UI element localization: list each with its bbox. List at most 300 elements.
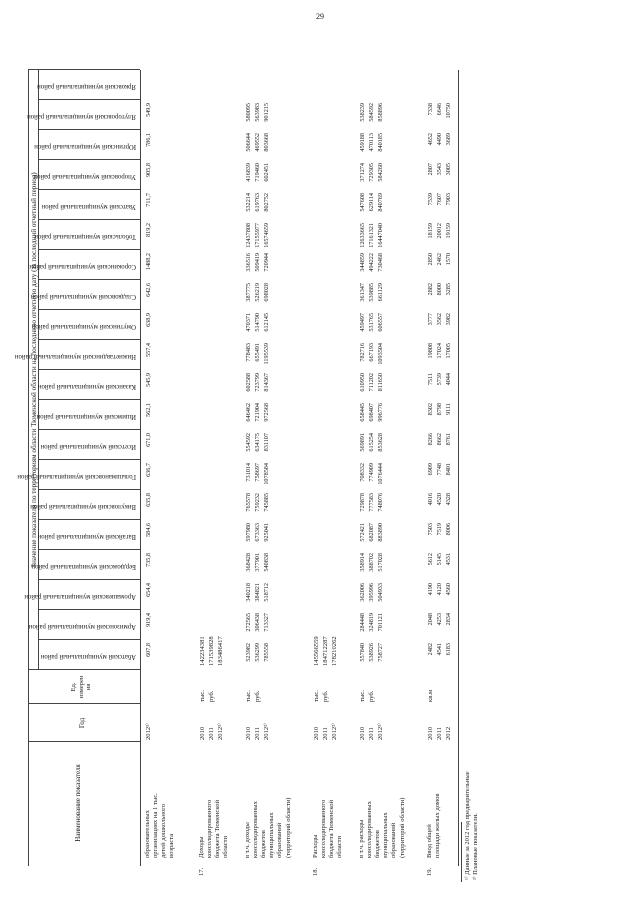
district-value: 7539 (427, 193, 434, 206)
district-value: 5612 (427, 553, 434, 566)
district-value: 606557 (377, 313, 384, 332)
district-value: 883890 (377, 523, 384, 542)
district-value: 612145 (263, 313, 270, 332)
district-value: 531765 (368, 313, 375, 332)
district-value: 10750 (445, 103, 452, 119)
district-value: 526219 (254, 283, 261, 302)
col-rule-district (38, 519, 140, 520)
district-value: 8006 (445, 523, 452, 536)
indicator-name-line: бюджетов (260, 830, 268, 858)
district-header: Вагайский муниципальный район (37, 533, 136, 540)
indicator-name-line: консолидированных (366, 801, 374, 858)
district-value: 368428 (245, 553, 252, 572)
district-header: Омутинский муниципальный район (31, 323, 136, 330)
district-value: 12633665 (359, 223, 366, 248)
district-value: 17024 (436, 343, 443, 359)
district-header: Ярковский муниципальный район (37, 83, 136, 90)
district-header: Ялуторовский муниципальный район (27, 113, 136, 120)
district-value: 8798 (436, 403, 443, 416)
district-value: 4490 (436, 133, 443, 146)
unit-value: руб. (208, 690, 215, 702)
district-value: 563983 (254, 103, 261, 122)
year-value: 2012 (445, 726, 452, 740)
year-value: 2010 (427, 726, 434, 740)
district-value: 2807 (427, 163, 434, 176)
district-value: 377901 (254, 553, 261, 572)
statistics-table (14, 30, 479, 880)
district-value: 2834 (445, 613, 452, 626)
district-value: 4520 (436, 493, 443, 506)
unit-cell (358, 690, 376, 702)
district-header: Юргинский муниципальный район (34, 143, 136, 150)
district-value: 358914 (359, 553, 366, 572)
district-value: 562,1 (145, 403, 152, 417)
district-value: 384821 (254, 583, 261, 602)
district-header: Упоровский муниципальный район (33, 173, 136, 180)
district-value: 7519 (436, 523, 443, 536)
unit-value: тыс. (199, 690, 206, 702)
district-value: 661129 (377, 283, 384, 302)
district-value: 19159 (445, 223, 452, 239)
unit-value: руб. (322, 690, 329, 702)
year-value: 2010 (313, 726, 320, 740)
district-value: 759232 (254, 493, 261, 512)
col-rule-district (38, 639, 140, 640)
district-value: 840769 (377, 193, 384, 212)
district-value: 1093504 (377, 343, 384, 365)
district-value: 803668 (263, 133, 270, 152)
district-value: 17161321 (368, 223, 375, 248)
district-value: 698407 (368, 403, 375, 422)
district-value: 17155977 (254, 223, 261, 248)
year-value: 2012²⁾ (331, 723, 338, 740)
col-rule-district (38, 489, 140, 490)
district-value: 361347 (359, 283, 366, 302)
rule-bottom (458, 70, 459, 866)
indicator-name-line: возраста (168, 833, 176, 858)
region-total-cell (198, 636, 225, 666)
district-value: 853628 (377, 433, 384, 452)
district-value: 470113 (368, 133, 375, 152)
district-header: Нижнетавдинский муниципальный район (14, 353, 136, 360)
district-value: 284448 (359, 613, 366, 632)
indicator-name (198, 800, 230, 858)
district-value: 16574659 (263, 223, 270, 248)
year-cell (144, 723, 153, 740)
district-header: Аромашевский муниципальный район (24, 593, 136, 600)
district-value: 547608 (359, 193, 366, 212)
year-value: 2011 (322, 727, 329, 740)
district-value: 3562 (436, 313, 443, 326)
district-value: 3543 (436, 163, 443, 176)
indicator-name (244, 798, 293, 858)
indicator-name-line: бюджета Тюменской (214, 799, 222, 858)
district-value: 701121 (377, 613, 384, 632)
district-value: 506644 (245, 133, 252, 152)
header-unit-line: измерен (77, 675, 85, 699)
district-value: 395996 (368, 583, 375, 602)
district-value: 646462 (245, 403, 252, 422)
district-value: 758697 (254, 463, 261, 482)
district-value: 362006 (359, 583, 366, 602)
district-value: 713327 (263, 613, 270, 632)
district-value: 272565 (245, 613, 252, 632)
district-value: 4044 (445, 373, 452, 386)
district-value: 336516 (245, 253, 252, 272)
header-unit-line: Ед. (70, 682, 77, 692)
district-value: 635,8 (145, 493, 152, 507)
district-value: 16447040 (377, 223, 384, 248)
district-value: 7338 (427, 103, 434, 116)
district-header: Армизонский муниципальный район (28, 623, 136, 630)
district-value: 901215 (263, 103, 270, 122)
indicator-name (144, 793, 176, 858)
district-header: Сорокинский муниципальный район (29, 263, 136, 270)
unit-value: руб. (254, 690, 261, 702)
indicator-name (426, 793, 442, 858)
district-value: 774909 (368, 463, 375, 482)
district-value: 2850 (427, 253, 434, 266)
district-value: 729305 (368, 163, 375, 182)
district-value: 3005 (445, 163, 452, 176)
district-value: 2882 (427, 283, 434, 296)
unit-cell (198, 690, 216, 702)
table-row (244, 70, 310, 870)
district-value: 6909 (427, 463, 434, 476)
region-total-value: 171539828 (208, 636, 215, 666)
district-value: 925041 (263, 523, 270, 542)
district-header: Исетский муниципальный район (40, 443, 136, 450)
district-value: 778483 (245, 343, 252, 362)
indicator-name-line: Ввод общей (426, 824, 433, 858)
district-value: 12437808 (245, 223, 252, 248)
district-value: 658445 (359, 403, 366, 422)
indicator-name-line: консолидированного (206, 799, 214, 858)
header-unit (70, 672, 93, 702)
col-rule-district (38, 429, 140, 430)
district-value: 371274 (359, 163, 366, 182)
unit-value: кв.м (427, 689, 434, 702)
district-value: 634175 (254, 433, 261, 452)
year-cell (244, 723, 271, 740)
district-value: 597980 (245, 523, 252, 542)
rule-span (38, 70, 39, 670)
district-value: 572421 (359, 523, 366, 542)
district-value: 972568 (263, 403, 270, 422)
district-header: Ишимский муниципальный район (36, 413, 136, 420)
district-value: 8302 (427, 403, 434, 416)
indicator-name-line: детей дошкольного (160, 803, 168, 858)
table-row (426, 70, 454, 876)
district-value: 6646 (436, 103, 443, 116)
district-header: Уватский муниципальный район (41, 203, 136, 210)
district-header: Казанский муниципальный район (37, 383, 136, 390)
unit-cell (426, 690, 435, 702)
region-total-value: 178210262 (331, 636, 338, 666)
unit-cell (244, 690, 262, 702)
district-value: 858896 (377, 103, 384, 122)
indicator-name-line: образовательных (144, 810, 151, 858)
page-number: 29 (316, 12, 324, 21)
district-value: 518712 (263, 583, 270, 602)
district-value: 557840 (359, 643, 366, 662)
district-value: 7511 (427, 373, 434, 386)
district-value: 831107 (263, 433, 270, 452)
indicator-name-line: бюджета Тюменской (328, 799, 336, 858)
district-header: Тобольский муниципальный район (34, 233, 136, 240)
header-indicator-name: Наименование показателя (74, 764, 82, 842)
unit-cell (312, 690, 330, 702)
row-number: 17. (198, 867, 205, 876)
district-value: 748076 (377, 493, 384, 512)
rule-top (28, 70, 29, 866)
district-value: 811650 (377, 373, 384, 392)
col-rule-district (28, 69, 140, 70)
district-value: 7503 (427, 523, 434, 536)
indicator-name-line: консолидированного (320, 799, 328, 858)
district-value: 4560 (445, 583, 452, 596)
district-value: 523982 (245, 643, 252, 662)
col-rule-district (38, 249, 140, 250)
district-value: 1076444 (377, 463, 384, 485)
district-value: 3285 (445, 283, 452, 296)
district-value: 2462 (436, 253, 443, 266)
district-value: 569891 (359, 433, 366, 452)
year-value: 2010 (359, 726, 366, 740)
district-value: 642,6 (145, 283, 152, 297)
district-value: 557,4 (145, 343, 152, 357)
year-cell (312, 723, 339, 740)
indicator-name-line: Расходы (312, 834, 319, 858)
district-value: 554592 (245, 433, 252, 452)
col-rule-district (38, 339, 140, 340)
district-value: 538926 (368, 643, 375, 662)
district-value: 819,2 (145, 223, 152, 237)
district-value: 4531 (445, 553, 452, 566)
year-cell (426, 727, 453, 740)
indicator-name-line: (территорий области) (398, 797, 406, 858)
indicator-name-line: образований (276, 822, 284, 858)
col-rule-unit (28, 703, 140, 704)
district-header: Сладковский муниципальный район (30, 293, 136, 300)
district-value: 758727 (377, 643, 384, 662)
district-value: 1488,2 (145, 253, 152, 271)
district-value: 607,8 (145, 643, 152, 657)
header-unit-line: ия (85, 683, 93, 691)
district-value: 711202 (368, 373, 375, 392)
district-value: 711,7 (145, 193, 152, 207)
col-rule-district (38, 369, 140, 370)
district-value: 6183 (445, 643, 452, 656)
district-value: 540838 (263, 553, 270, 572)
district-value: 731014 (245, 463, 252, 482)
district-value: 324819 (368, 613, 375, 632)
header-span-title: Значение показателя по территориям области Тюменской области на последнюю отчетную дату (за последний отчетный период) (30, 172, 38, 568)
indicator-name-line: области (336, 835, 344, 858)
table-row (198, 70, 242, 876)
district-value: 459497 (359, 313, 366, 332)
district-value: 723799 (254, 373, 261, 392)
indicator-name (358, 798, 407, 858)
indicator-name-line: Доходы (198, 836, 205, 858)
unit-value: тыс. (245, 690, 252, 702)
footnote-rule (461, 822, 462, 882)
district-value: 3689 (445, 133, 452, 146)
district-value: 2048 (427, 613, 434, 626)
district-value: 682087 (368, 523, 375, 542)
col-rule-district (38, 549, 140, 550)
district-value: 777583 (368, 493, 375, 512)
district-value: 782716 (359, 343, 366, 362)
year-value: 2011 (436, 727, 443, 740)
indicator-name-line: консолидированных (252, 801, 260, 858)
indicator-name-line: области (222, 835, 230, 858)
district-value: 730468 (377, 253, 384, 272)
district-value: 1195539 (263, 343, 270, 365)
district-value: 814367 (263, 373, 270, 392)
year-value: 2012²⁾ (377, 723, 384, 740)
table-row (144, 70, 196, 870)
col-rule-district (38, 159, 140, 160)
row-number: 18. (312, 867, 319, 876)
district-value: 2482 (427, 643, 434, 656)
district-value: 538239 (359, 103, 366, 122)
region-total-value: 183486417 (217, 636, 224, 666)
district-value: 18159 (427, 223, 434, 239)
header-year: Год (78, 717, 86, 729)
district-value: 698028 (263, 283, 270, 302)
col-rule-district (38, 129, 140, 130)
region-total-cell (312, 636, 339, 666)
district-value: 584260 (377, 163, 384, 182)
district-value: 5145 (436, 553, 443, 566)
col-rule-district (38, 579, 140, 580)
district-value: 416839 (245, 163, 252, 182)
district-value: 1570 (445, 253, 452, 266)
district-value: 765578 (245, 493, 252, 512)
district-value: 469552 (254, 133, 261, 152)
district-value: 671,0 (145, 433, 152, 447)
district-value: 532214 (245, 193, 252, 212)
district-value: 7748 (436, 463, 443, 476)
unit-value: тыс. (359, 690, 366, 702)
district-value: 19808 (427, 343, 434, 359)
district-value: 549,9 (145, 103, 152, 117)
district-value: 4328 (445, 493, 452, 506)
district-value: 4016 (427, 493, 434, 506)
footnote: ²⁾ Плановые показатели. (472, 813, 479, 880)
district-value: 344859 (359, 253, 366, 272)
year-cell (198, 723, 225, 740)
col-rule-district (38, 399, 140, 400)
year-value: 2011 (208, 727, 215, 740)
district-value: 17005 (445, 343, 452, 359)
district-value: 459188 (359, 133, 366, 152)
col-rule-district (38, 609, 140, 610)
year-value: 2010 (245, 726, 252, 740)
district-value: 4253 (436, 613, 443, 626)
region-total-value: 184712287 (322, 636, 329, 666)
district-value: 536299 (254, 643, 261, 662)
district-value: 340218 (245, 583, 252, 602)
region-total-value: 145566559 (313, 636, 320, 666)
district-value: 3777 (427, 313, 434, 326)
district-value: 636,7 (145, 463, 152, 477)
district-value: 996776 (377, 403, 384, 422)
district-value: 919,4 (145, 613, 152, 627)
district-value: 735,8 (145, 553, 152, 567)
indicator-name-line: организациях на 1 тыс. (152, 793, 160, 858)
unit-value: тыс. (313, 690, 320, 702)
district-value: 306438 (254, 613, 261, 632)
rule-head-bottom (140, 70, 141, 866)
table-row (358, 70, 424, 870)
district-value: 539885 (368, 283, 375, 302)
district-value: 545,9 (145, 373, 152, 387)
district-value: 514790 (254, 313, 261, 332)
district-value: 387775 (245, 283, 252, 302)
district-value: 602451 (263, 163, 270, 182)
district-value: 654,4 (145, 583, 152, 597)
unit-value: руб. (368, 690, 375, 702)
district-value: 4652 (427, 133, 434, 146)
district-value: 905,8 (145, 163, 152, 177)
district-value: 7607 (436, 193, 443, 206)
district-header: Бердюжский муниципальный район (31, 563, 136, 570)
district-value: 7903 (445, 193, 452, 206)
district-value: 719460 (254, 163, 261, 182)
region-total-value: 142234381 (199, 636, 206, 666)
district-value: 629114 (368, 193, 375, 212)
year-value: 2012²⁾ (217, 723, 224, 740)
indicator-name-line: образований (390, 822, 398, 858)
district-value: 470371 (245, 313, 252, 332)
table-row (312, 70, 356, 876)
indicator-name-line: площади жилых домов (434, 793, 442, 858)
district-value: 619763 (254, 193, 261, 212)
district-value: 509419 (254, 253, 261, 272)
district-value: 673363 (254, 523, 261, 542)
district-value: 9111 (445, 403, 452, 415)
district-value: 8761 (445, 433, 452, 446)
district-value: 504933 (377, 583, 384, 602)
district-value: 8401 (445, 463, 452, 476)
row-number: 19. (426, 867, 433, 876)
indicator-name-line: бюджетов (374, 830, 382, 858)
district-value: 5739 (436, 373, 443, 386)
indicator-name (312, 800, 344, 858)
year-cell (358, 723, 385, 740)
year-value: 2012²⁾ (263, 723, 270, 740)
col-rule-district (38, 189, 140, 190)
district-value: 655491 (254, 343, 261, 362)
district-value: 708332 (359, 463, 366, 482)
col-rule-district (38, 309, 140, 310)
district-value: 802752 (263, 193, 270, 212)
year-value: 2011 (368, 727, 375, 740)
district-value: 729878 (359, 493, 366, 512)
district-value: 20012 (436, 223, 443, 239)
district-value: 584,6 (145, 523, 152, 537)
district-value: 4190 (427, 583, 434, 596)
district-value: 667193 (368, 343, 375, 362)
district-value: 602588 (245, 373, 252, 392)
indicator-name-line: муниципальных (382, 812, 390, 858)
district-value: 4541 (436, 643, 443, 656)
district-value: 8662 (436, 433, 443, 446)
indicator-name-line: (территорий области) (284, 797, 292, 858)
col-rule-district (38, 99, 140, 100)
